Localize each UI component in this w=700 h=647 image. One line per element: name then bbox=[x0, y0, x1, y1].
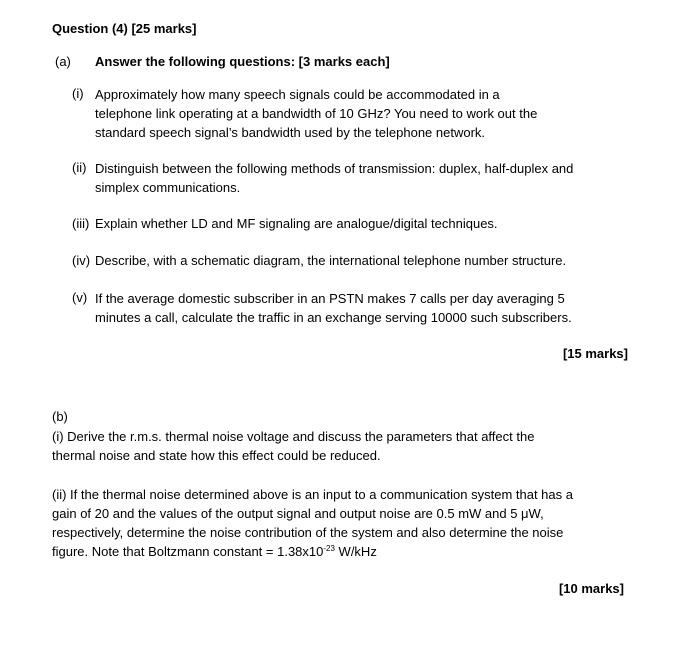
part-a-item-iv-text: Describe, with a schematic diagram, the international telephone number structure. bbox=[95, 253, 567, 268]
part-b-item-i-text bbox=[52, 427, 534, 465]
part-a-item-v-text bbox=[95, 289, 572, 327]
part-a-heading: Answer the following questions: [3 marks each] bbox=[95, 54, 390, 69]
part-a-item-i-text bbox=[95, 85, 537, 142]
text-line: telephone link operating at a bandwidth of 10 GHz? You need to work out the bbox=[95, 106, 538, 121]
part-b-item-ii-text bbox=[52, 485, 573, 561]
part-a-item-i-number: (i) bbox=[72, 86, 84, 101]
part-b-label: (b) bbox=[52, 409, 68, 424]
boltzmann-suffix: W/kHz bbox=[334, 544, 377, 559]
text-line: (i) Derive the r.m.s. thermal noise voltage and discuss the parameters that affect the bbox=[52, 429, 535, 444]
text-line: Approximately how many speech signals could be accommodated in a bbox=[95, 87, 500, 102]
text-line: If the average domestic subscriber in an PSTN makes 7 calls per day averaging 5 bbox=[95, 291, 565, 306]
text-line: thermal noise and state how this effect could be reduced. bbox=[52, 448, 381, 463]
part-a-item-v-number: (v) bbox=[72, 290, 88, 305]
boltzmann-prefix: figure. Note that Boltzmann constant = 1.38x10 bbox=[52, 544, 324, 559]
text-line: gain of 20 and the values of the output signal and output noise are 0.5 mW and 5 μW, bbox=[52, 506, 544, 521]
text-line: standard speech signal’s bandwidth used by the telephone network. bbox=[95, 125, 486, 140]
text-line: minutes a call, calculate the traffic in an exchange serving 10000 such subscribers. bbox=[95, 310, 572, 325]
question-title: Question (4) [25 marks] bbox=[52, 21, 197, 36]
text-line-boltzmann bbox=[52, 542, 573, 561]
text-line: Distinguish between the following methods of transmission: duplex, half-duplex and bbox=[95, 161, 574, 176]
text-line: respectively, determine the noise contribution of the system and also determine the noise bbox=[52, 525, 564, 540]
part-a-item-iv-number: (iv) bbox=[72, 253, 91, 268]
part-a-item-ii-number: (ii) bbox=[72, 160, 87, 175]
boltzmann-exponent: -23 bbox=[323, 544, 335, 553]
text-line: simplex communications. bbox=[95, 180, 241, 195]
part-a-label: (a) bbox=[55, 54, 71, 69]
part-b-marks: [10 marks] bbox=[558, 581, 624, 596]
part-a-item-iii-number: (iii) bbox=[72, 216, 90, 231]
part-a-item-iii-text: Explain whether LD and MF signaling are analogue/digital techniques. bbox=[95, 216, 498, 231]
part-a-marks: [15 marks] bbox=[562, 346, 628, 361]
text-line: (ii) If the thermal noise determined above is an input to a communication system that has a bbox=[52, 487, 573, 502]
part-a-item-ii-text bbox=[95, 159, 573, 197]
